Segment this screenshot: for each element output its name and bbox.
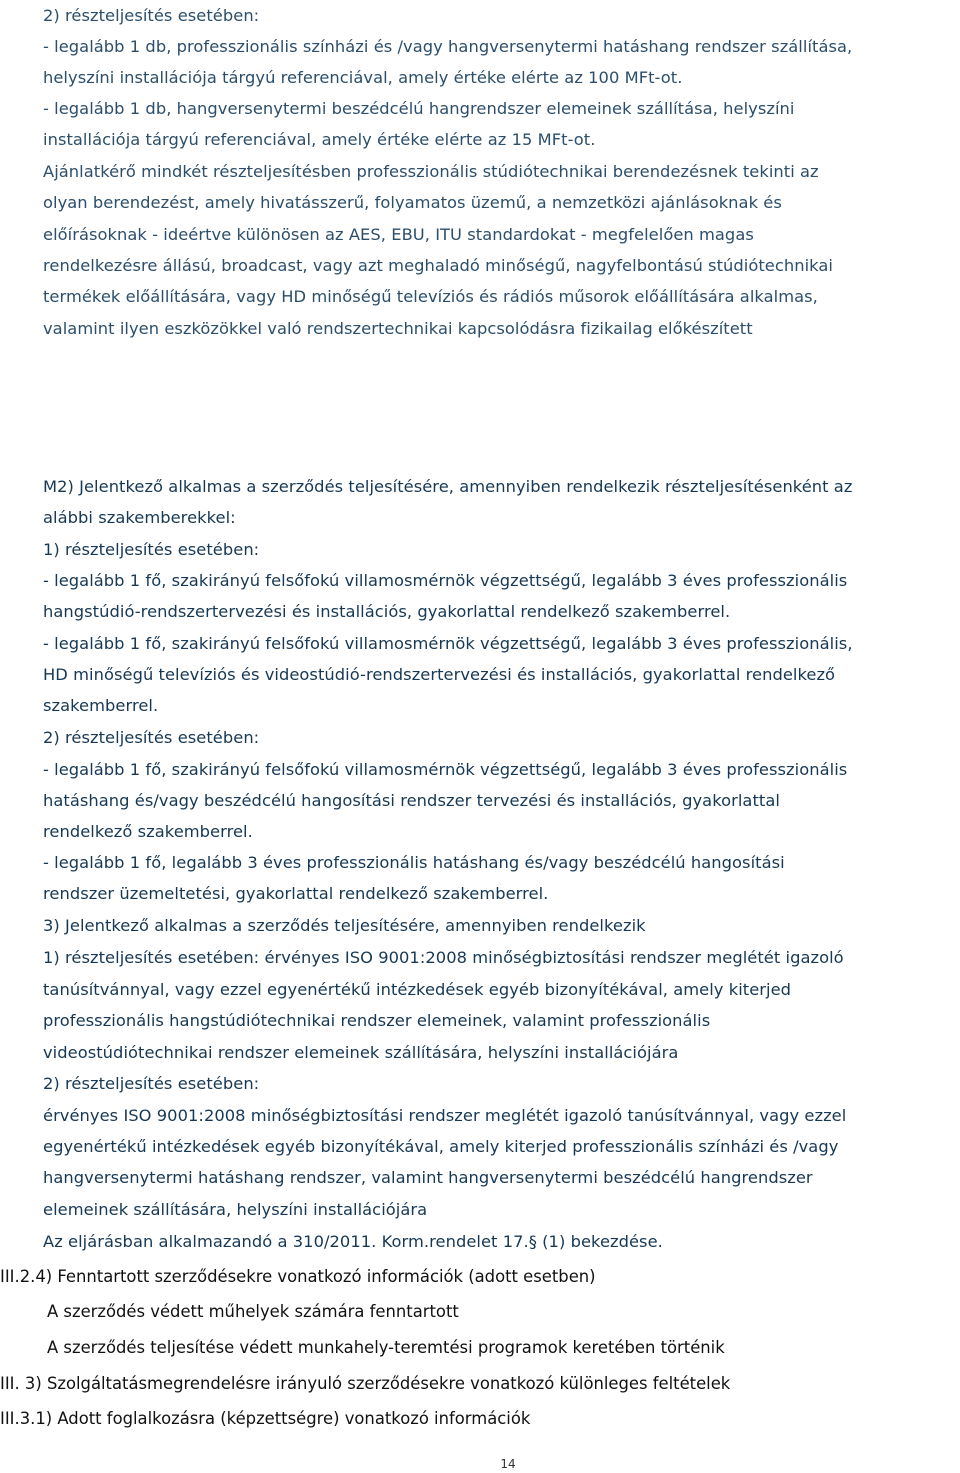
text-line: hatáshang és/vagy beszédcélú hangosítási rendszer tervezési és installációs, gyakorlattal bbox=[43, 791, 780, 810]
text-line: HD minőségű televíziós és videostúdió-rendszertervezési és installációs, gyakorlattal rendelkező bbox=[43, 665, 836, 684]
text-line: M2) Jelentkező alkalmas a szerződés teljesítésére, amennyiben rendelkezik részteljesítésenként az bbox=[43, 477, 853, 496]
reserved-option: A szerződés védett műhelyek számára fenntartott bbox=[47, 1302, 459, 1321]
text-line: Ajánlatkérő mindkét részteljesítésben professzionális stúdiótechnikai berendezésnek tekinti az bbox=[43, 162, 819, 181]
section-heading: III. 3) Szolgáltatásmegrendelésre irányuló szerződésekre vonatkozó különleges feltételek bbox=[0, 1374, 731, 1393]
text-line: - legalább 1 db, hangversenytermi beszédcélú hangrendszer elemeinek szállítása, helyszíni bbox=[43, 99, 795, 118]
text-line: - legalább 1 fő, szakirányú felsőfokú villamosmérnök végzettségű, legalább 3 éves professzionális, bbox=[43, 634, 853, 653]
text-line: elemeinek szállítására, helyszíni installációjára bbox=[43, 1200, 428, 1219]
text-line: 2) részteljesítés esetében: bbox=[43, 728, 260, 747]
text-line: 2) részteljesítés esetében: bbox=[43, 1074, 260, 1093]
text-line: - legalább 1 fő, szakirányú felsőfokú villamosmérnök végzettségű, legalább 3 éves professzionális bbox=[43, 571, 848, 590]
text-line: Az eljárásban alkalmazandó a 310/2011. Korm.rendelet 17.§ (1) bekezdése. bbox=[43, 1232, 663, 1251]
text-line: - legalább 1 fő, legalább 3 éves professzionális hatáshang és/vagy beszédcélú hangosítási bbox=[43, 853, 785, 872]
text-line: videostúdiótechnikai rendszer elemeinek szállítására, helyszíni installációjára bbox=[43, 1043, 679, 1062]
text-line: 1) részteljesítés esetében: érvényes ISO 9001:2008 minőségbiztosítási rendszer meglétét igazoló bbox=[43, 948, 844, 967]
text-line: olyan berendezést, amely hivatásszerű, folyamatos üzemű, a nemzetközi ajánlásoknak és bbox=[43, 193, 782, 212]
text-line: alábbi szakemberekkel: bbox=[43, 508, 236, 527]
text-line: érvényes ISO 9001:2008 minőségbiztosítási rendszer meglétét igazoló tanúsítvánnyal, vagy ezzel bbox=[43, 1106, 847, 1125]
text-line: szakemberrel. bbox=[43, 696, 159, 715]
text-line: valamint ilyen eszközökkel való rendszertechnikai kapcsolódásra fizikailag előkészített bbox=[43, 319, 753, 338]
page-number: 14 bbox=[500, 1457, 516, 1471]
text-line: installációja tárgyú referenciával, amely értéke elérte az 15 MFt-ot. bbox=[43, 130, 596, 149]
text-line: hangstúdió-rendszertervezési és installációs, gyakorlattal rendelkező szakemberrel. bbox=[43, 602, 731, 621]
text-line: hangversenytermi hatáshang rendszer, valamint hangversenytermi beszédcélú hangrendszer bbox=[43, 1168, 813, 1187]
text-line: rendelkező szakemberrel. bbox=[43, 822, 253, 841]
text-line: tanúsítvánnyal, vagy ezzel egyenértékű intézkedések egyéb bizonyítékával, amely kiterjed bbox=[43, 980, 792, 999]
text-line: - legalább 1 fő, szakirányú felsőfokú villamosmérnök végzettségű, legalább 3 éves professzionális bbox=[43, 760, 848, 779]
text-line: 1) részteljesítés esetében: bbox=[43, 540, 260, 559]
text-line: professzionális hangstúdiótechnikai rendszer elemeinek, valamint professzionális bbox=[43, 1011, 711, 1030]
text-line: 2) részteljesítés esetében: bbox=[43, 6, 260, 25]
text-line: helyszíni installációja tárgyú referenciával, amely értéke elérte az 100 MFt-ot. bbox=[43, 68, 683, 87]
section-heading: III.3.1) Adott foglalkozásra (képzettségre) vonatkozó információk bbox=[0, 1409, 531, 1428]
text-line: 3) Jelentkező alkalmas a szerződés teljesítésére, amennyiben rendelkezik bbox=[43, 916, 646, 935]
text-line: egyenértékű intézkedések egyéb bizonyítékával, amely kiterjed professzionális színházi és /vagy bbox=[43, 1137, 839, 1156]
reserved-option: A szerződés teljesítése védett munkahely-teremtési programok keretében történik bbox=[47, 1338, 725, 1357]
text-line: termékek előállítására, vagy HD minőségű televíziós és rádiós műsorok előállítására alkalmas, bbox=[43, 287, 818, 306]
text-line: előírásoknak - ideértve különösen az AES, EBU, ITU standardokat - megfelelően magas bbox=[43, 225, 754, 244]
text-line: rendszer üzemeltetési, gyakorlattal rendelkező szakemberrel. bbox=[43, 884, 549, 903]
section-heading: III.2.4) Fenntartott szerződésekre vonatkozó információk (adott esetben) bbox=[0, 1267, 596, 1286]
text-line: - legalább 1 db, professzionális színházi és /vagy hangversenytermi hatáshang rendszer szállítása, bbox=[43, 37, 853, 56]
text-line: rendelkezésre állású, broadcast, vagy azt meghaladó minőségű, nagyfelbontású stúdiótechnikai bbox=[43, 256, 833, 275]
